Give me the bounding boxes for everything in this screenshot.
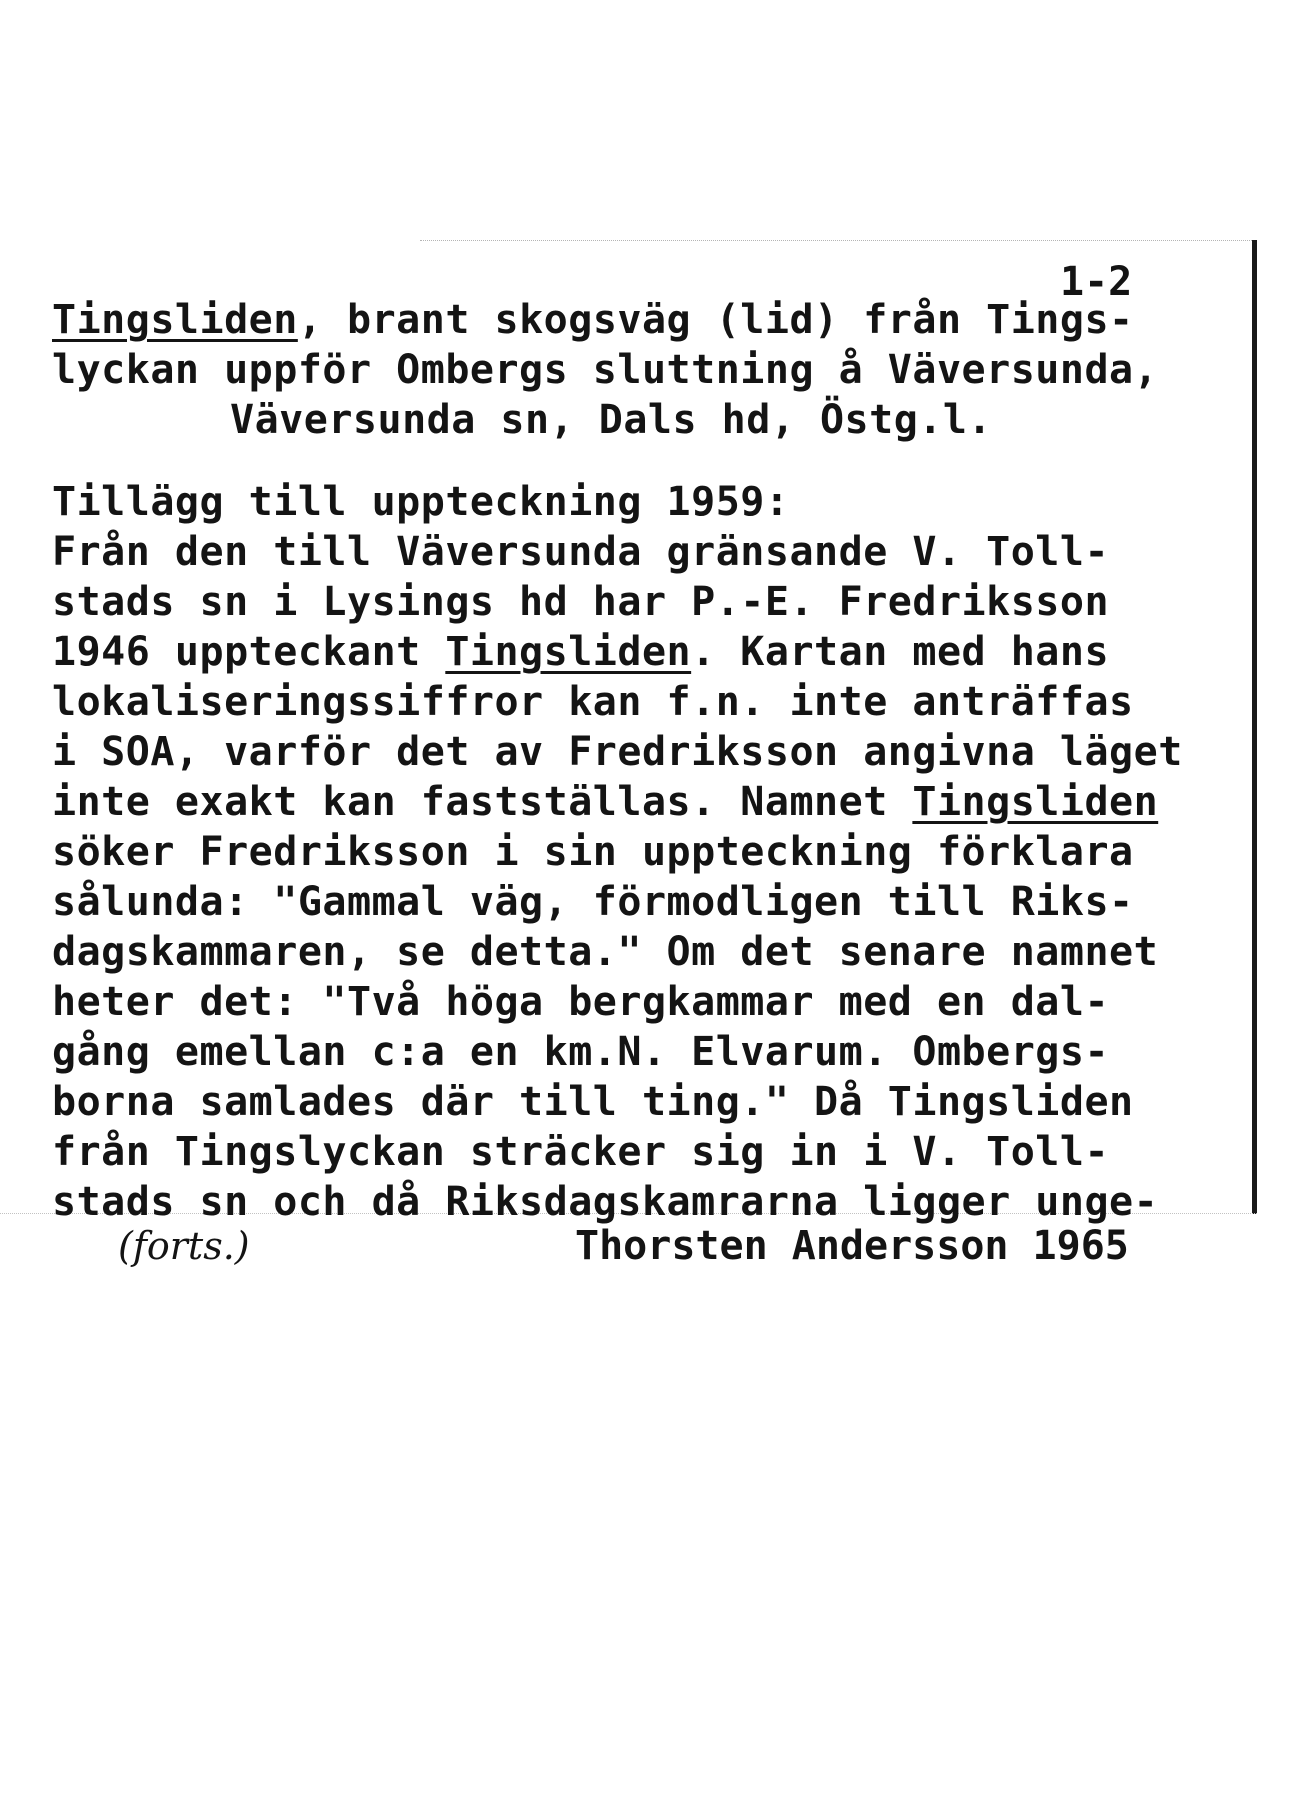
body-line-3: stads sn i Lysings hd har P.-E. Fredriksson (52, 579, 1110, 625)
body-line-11: heter det: "Två höga bergkammar med en dal- (52, 979, 1110, 1025)
body-line-7-pre: inte exakt kan fastställas. Namnet (52, 779, 913, 825)
body-line-9: sålunda: "Gammal väg, förmodligen till Riks- (52, 879, 1134, 925)
body-line-4 (52, 628, 1109, 676)
continuation-note: (forts.) (118, 1224, 250, 1268)
placename-tingsliden-2: Tingsliden (912, 779, 1159, 825)
body-line-8: söker Fredriksson i sin uppteckning förklara (52, 829, 1134, 875)
heading-line-1-text: , brant skogsväg (lid) från Tings- (297, 297, 1134, 343)
body-line-4-post: . Kartan med hans (691, 629, 1110, 675)
body-line-1: Tillägg till uppteckning 1959: (52, 479, 790, 525)
card-number: 1-2 (1060, 259, 1133, 305)
heading-line-1 (52, 296, 1134, 344)
headword: Tingsliden (52, 297, 298, 343)
body-line-12: gång emellan c:a en km.N. Elvarum. Ombergs- (52, 1029, 1110, 1075)
body-line-13: borna samlades där till ting." Då Tingsliden (52, 1079, 1134, 1125)
body-line-10: dagskammaren, se detta." Om det senare namnet (52, 929, 1159, 975)
card-top-border (420, 240, 1256, 241)
body-line-4-pre: 1946 uppteckant (52, 629, 446, 675)
card-right-edge (1252, 240, 1257, 1214)
body-line-15: stads sn och då Riksdagskamrarna ligger unge- (52, 1179, 1159, 1225)
placename-tingsliden-1: Tingsliden (445, 629, 692, 675)
signature: Thorsten Andersson 1965 (575, 1223, 1129, 1269)
body-line-2: Från den till Väversunda gränsande V. Toll- (52, 529, 1110, 575)
heading-line-3: Väversunda sn, Dals hd, Östg.l. (230, 397, 993, 443)
body-line-14: från Tingslyckan sträcker sig in i V. Toll- (52, 1129, 1110, 1175)
body-line-7 (52, 778, 1158, 826)
heading-line-2: lyckan uppför Ombergs sluttning å Väversunda, (52, 347, 1159, 393)
body-line-5: lokaliseringssiffror kan f.n. inte anträffas (52, 679, 1134, 725)
body-line-6: i SOA, varför det av Fredriksson angivna läget (52, 729, 1183, 775)
